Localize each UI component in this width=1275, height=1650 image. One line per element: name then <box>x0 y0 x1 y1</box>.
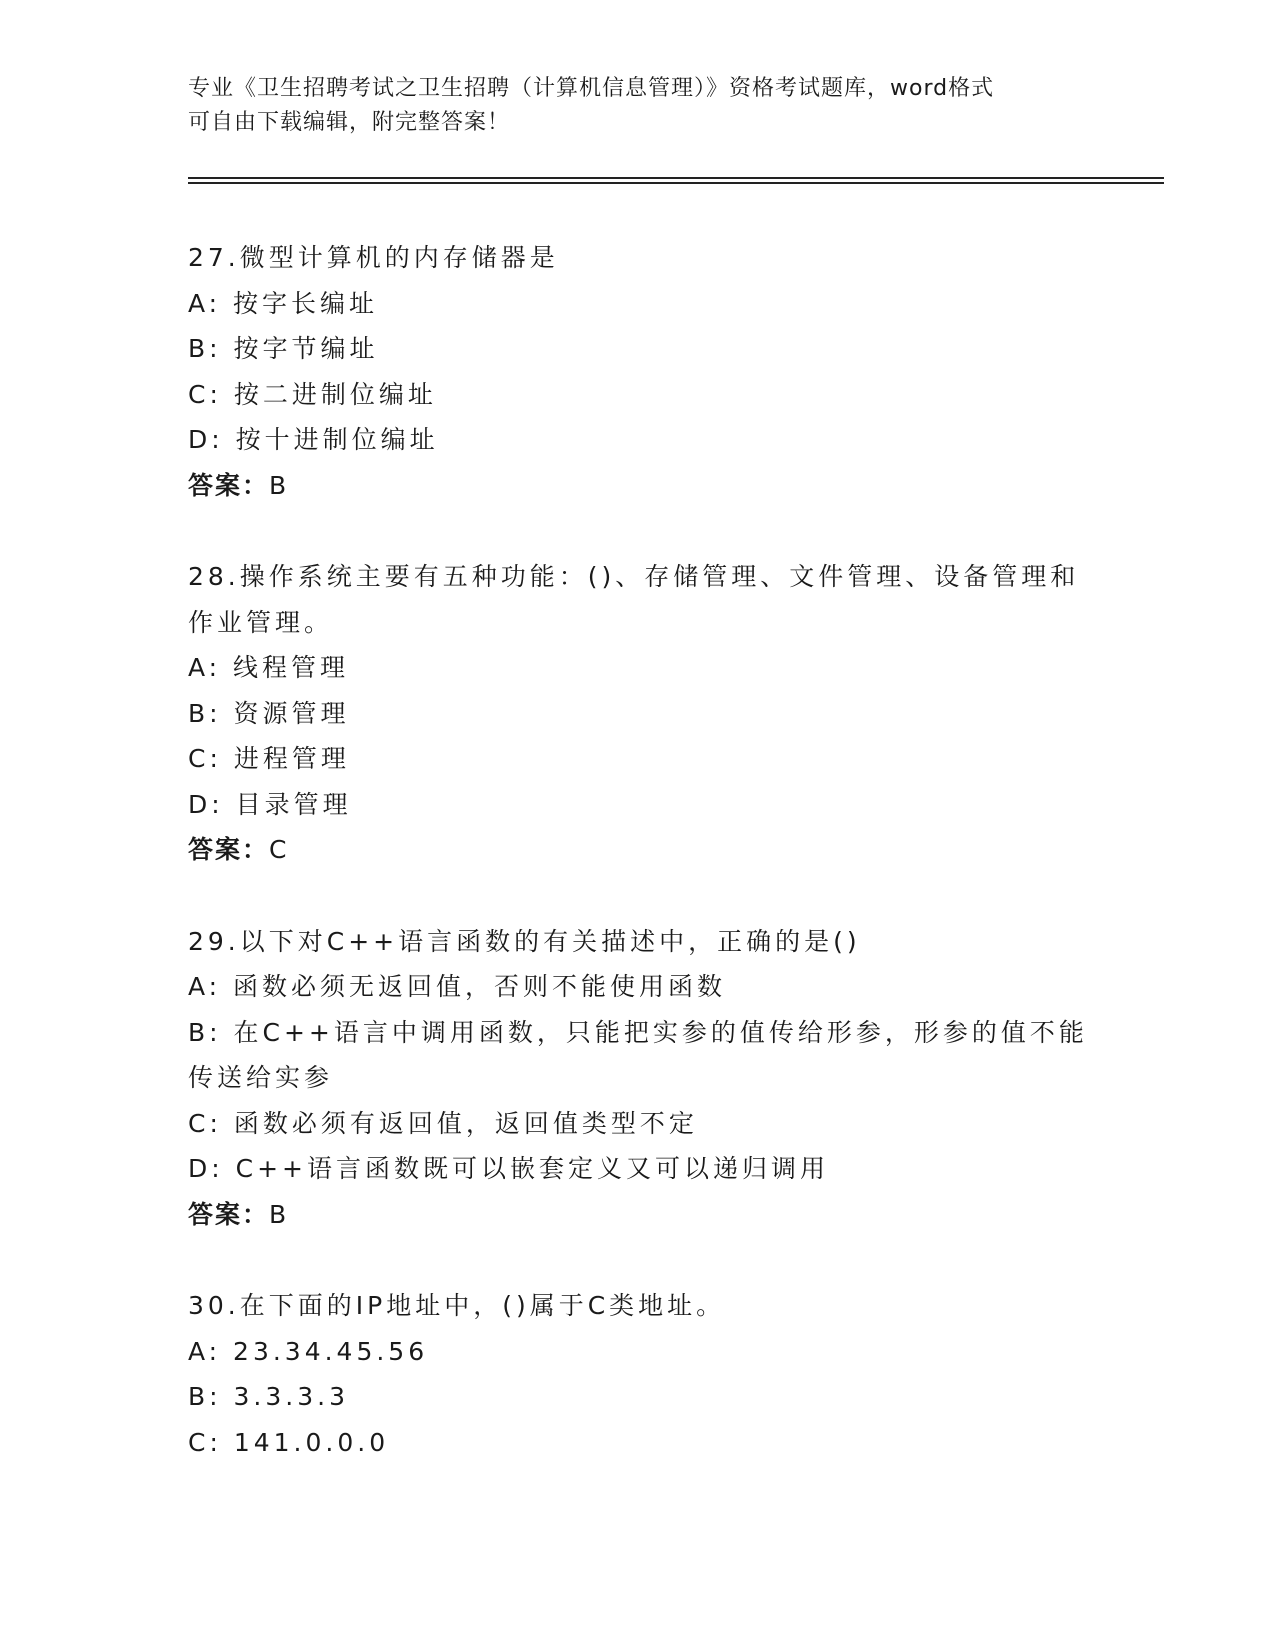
answer-label: 答案： <box>188 1199 270 1229</box>
document-header <box>188 72 1068 140</box>
header-line-1: 专业《卫生招聘考试之卫生招聘（计算机信息管理）》资格考试题库，word格式 <box>188 76 995 101</box>
header-divider-top <box>188 177 1164 179</box>
option-c: C: 函数必须有返回值，返回值类型不定 <box>188 1108 698 1138</box>
question-27 <box>188 235 1088 508</box>
option-a: A: 按字长编址 <box>188 288 379 318</box>
question-stem-continued: 作业管理。 <box>188 607 334 637</box>
answer-value: B <box>269 470 287 500</box>
answer-value: B <box>269 1199 287 1229</box>
question-29 <box>188 919 1088 1238</box>
option-a: A: 函数必须无返回值，否则不能使用函数 <box>188 972 727 1001</box>
option-c: C: 141.0.0.0 <box>188 1427 390 1457</box>
option-d: D: 目录管理 <box>188 789 352 819</box>
option-a: A: 23.34.45.56 <box>188 1336 429 1366</box>
option-d: D: 按十进制位编址 <box>188 425 439 454</box>
option-b: B: 在C++语言中调用函数，只能把实参的值传给形参，形参的值不能 <box>188 1017 1088 1047</box>
option-a: A: 线程管理 <box>188 653 350 682</box>
option-b-continued: 传送给实参 <box>188 1063 334 1092</box>
option-c: C: 按二进制位编址 <box>188 379 437 409</box>
answer-line <box>188 463 1088 509</box>
answer-line <box>188 827 1088 873</box>
answer-label: 答案： <box>188 835 270 864</box>
option-b: B: 资源管理 <box>188 698 350 728</box>
question-28 <box>188 554 1088 873</box>
question-stem: 28.操作系统主要有五种功能：()、存储管理、文件管理、设备管理和 <box>188 562 1080 591</box>
header-line-2: 可自由下载编辑，附完整答案！ <box>188 110 511 135</box>
option-b: B: 3.3.3.3 <box>188 1382 349 1411</box>
answer-line <box>188 1192 1088 1238</box>
option-b: B: 按字节编址 <box>188 334 379 363</box>
question-stem: 30.在下面的IP地址中，()属于C类地址。 <box>188 1291 726 1320</box>
question-30 <box>188 1283 1088 1465</box>
answer-label: 答案： <box>188 470 270 500</box>
answer-value: C <box>269 835 287 864</box>
option-c: C: 进程管理 <box>188 744 350 773</box>
question-list <box>188 235 1088 1511</box>
question-stem: 29.以下对C++语言函数的有关描述中，正确的是() <box>188 926 861 956</box>
option-d: D: C++语言函数既可以嵌套定义又可以递归调用 <box>188 1154 829 1183</box>
header-divider-bottom <box>188 182 1164 184</box>
question-stem: 27.微型计算机的内存储器是 <box>188 243 559 272</box>
